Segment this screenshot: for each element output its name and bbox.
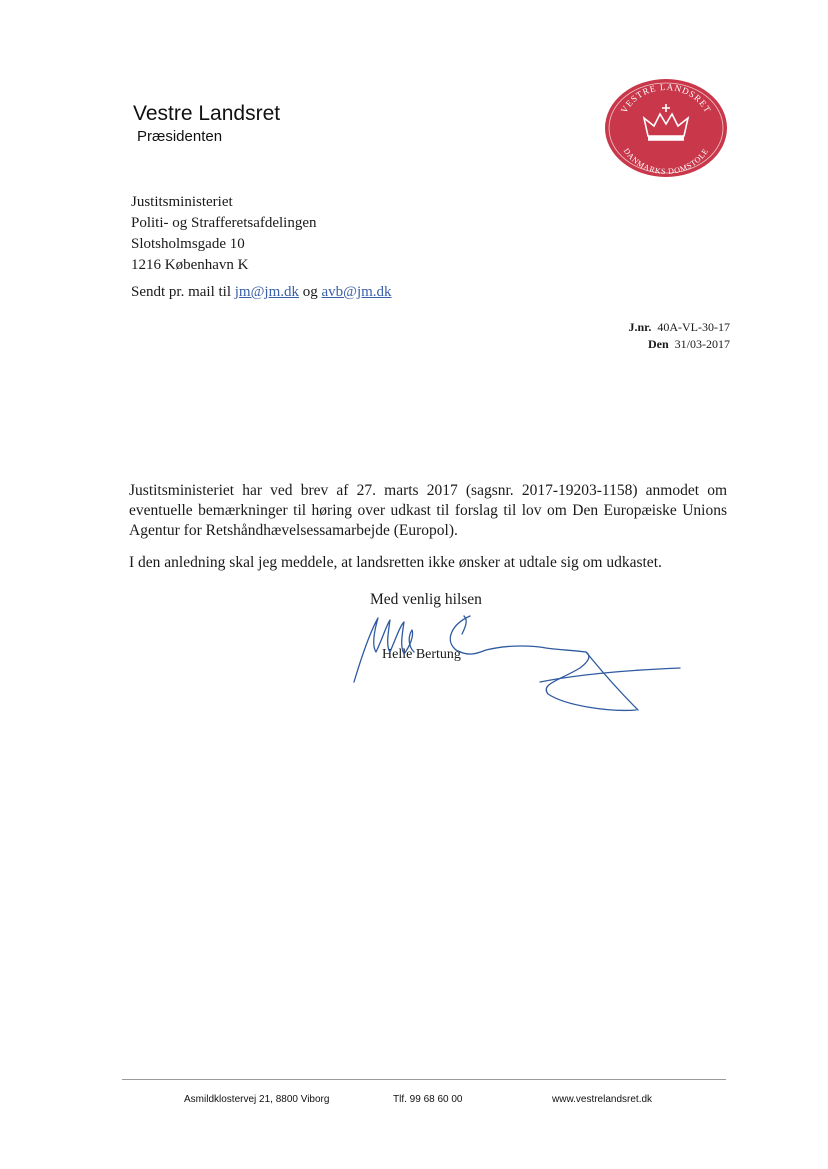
- reference-block: [628, 319, 730, 353]
- date-value: 31/03-2017: [674, 337, 730, 351]
- footer-website[interactable]: www.vestrelandsret.dk: [552, 1094, 653, 1105]
- jnr-value: 40A-VL-30-17: [657, 320, 730, 334]
- footer-address: Asmildklostervej 21, 8800 Viborg: [184, 1094, 330, 1105]
- closing-greeting: Med venlig hilsen: [370, 591, 482, 608]
- signer-name: Helle Bertung: [382, 647, 461, 662]
- date-label: Den: [647, 337, 669, 351]
- recipient-line: 1216 København K: [131, 257, 249, 273]
- recipient-line: Slotsholmsgade 10: [131, 236, 245, 252]
- court-seal: [604, 78, 728, 178]
- sent-connector: og: [302, 284, 318, 300]
- body-paragraph: I den anledning skal jeg meddele, at landsretten ikke ønsker at udtale sig om udkastet.: [129, 554, 662, 571]
- sent-by-mail-line: [131, 284, 392, 301]
- footer-phone: Tlf. 99 68 60 00: [393, 1094, 463, 1105]
- email-link-jm[interactable]: jm@jm.dk: [234, 284, 299, 300]
- recipient-line: Politi- og Strafferetsafdelingen: [131, 215, 317, 231]
- email-link-avb[interactable]: avb@jm.dk: [321, 284, 392, 300]
- handwritten-signature: [340, 612, 690, 717]
- body-paragraph: Justitsministeriet har ved brev af 27. marts 2017 (sagsnr. 2017-19203-1158) anmodet om eventuelle bemærkninger til høring over udkast til forslag til lov om Den Europæiske Unions Agentur for Retshåndhævelsessamarbejde (Europol).: [129, 482, 727, 539]
- sent-prefix: Sendt pr. mail til: [131, 284, 231, 300]
- organization-subtitle: Præsidenten: [137, 128, 223, 145]
- jnr-label: J.nr.: [628, 320, 652, 334]
- organization-name: Vestre Landsret: [133, 102, 281, 125]
- recipient-line: Justitsministeriet: [131, 194, 233, 210]
- svg-text:VESTRE LANDSRET: VESTRE LANDSRET: [618, 81, 714, 115]
- svg-text:DANMARKS DOMSTOLE: DANMARKS DOMSTOLE: [621, 146, 711, 177]
- recipient-address: [131, 192, 317, 276]
- footer-divider: [122, 1079, 726, 1080]
